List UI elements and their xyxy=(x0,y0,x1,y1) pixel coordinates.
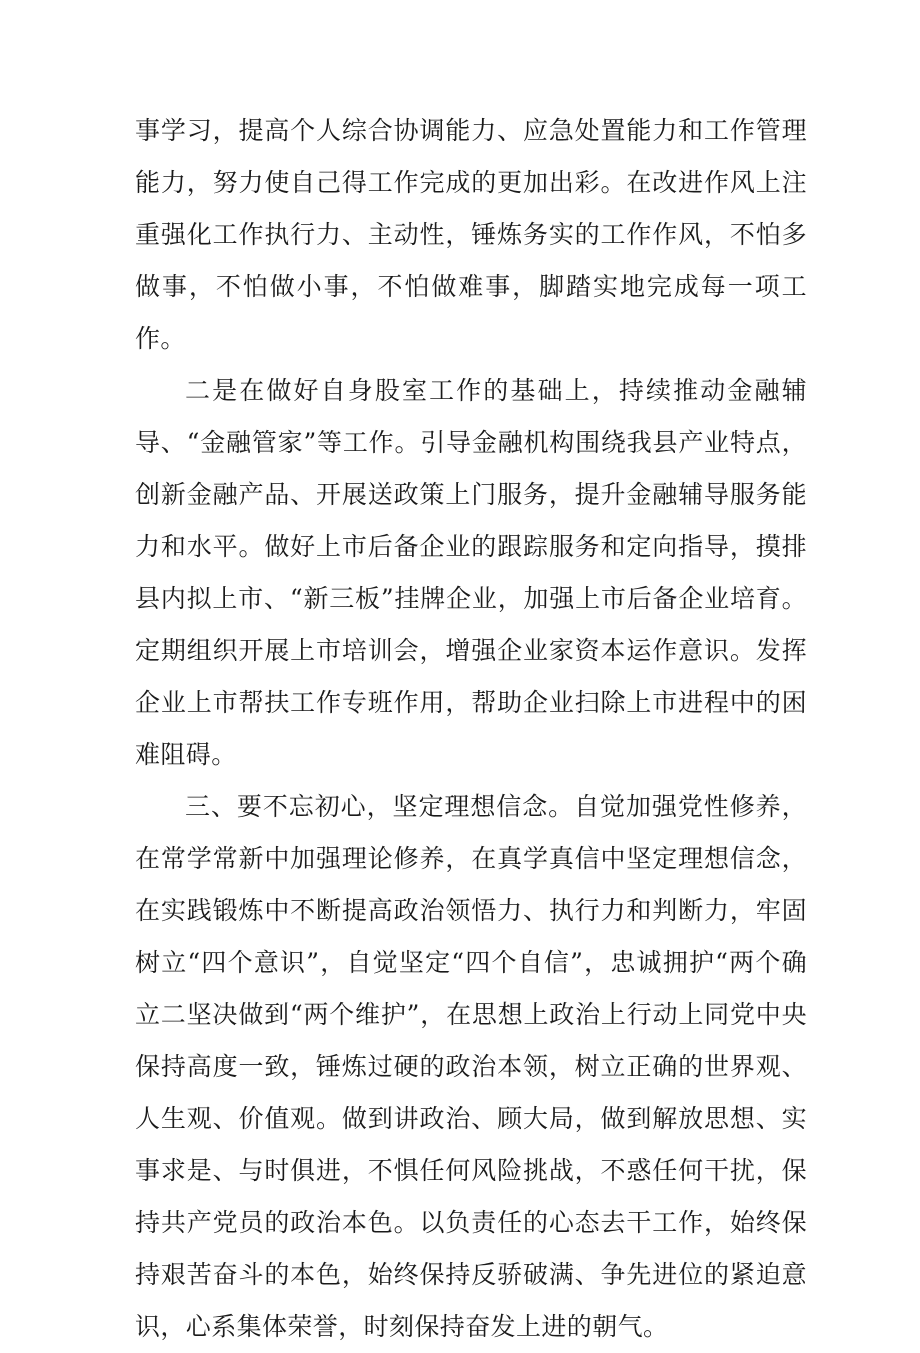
paragraph-three: 三、要不忘初心，坚定理想信念。自觉加强党性修养，在常学常新中加强理论修养，在真学真信中坚定理想信念，在实践锻炼中不断提高政治领悟力、执行力和判断力，牢固树立“四个意识”，自觉坚定“四个自信”，忠诚拥护“两个确立二坚决做到“两个维护”，在思想上政治上行动上同党中央保持高度一致，锤炼过硬的政治本领，树立正确的世界观、人生观、价值观。做到讲政治、顾大局，做到解放思想、实事求是、与时俱进，不惧任何风险挑战，不惑任何干扰，保持共产党员的政治本色。以负责任的心态去干工作，始终保持艰苦奋斗的本色，始终保持反骄破满、争先进位的紧迫意识，心系集体荣誉，时刻保持奋发上进的朝气。 xyxy=(135,792,807,1341)
document-body xyxy=(135,105,807,1353)
paragraph-two: 二是在做好自身股室工作的基础上，持续推动金融辅导、“金融管家”等工作。引导金融机构围绕我县产业特点，创新金融产品、开展送政策上门服务，提升金融辅导服务能力和水平。做好上市后备企业的跟踪服务和定向指导，摸排县内拟上市、“新三板”挂牌企业，加强上市后备企业培育。定期组织开展上市培训会，增强企业家资本运作意识。发挥企业上市帮扶工作专班作用，帮助企业扫除上市进程中的困难阻碍。 xyxy=(135,376,807,769)
paragraph-continuation: 事学习，提高个人综合协调能力、应急处置能力和工作管理能力，努力使自己得工作完成的更加出彩。在改进作风上注重强化工作执行力、主动性，锤炼务实的工作作风，不怕多做事，不怕做小事，不怕做难事，脚踏实地完成每一项工作。 xyxy=(135,116,807,353)
